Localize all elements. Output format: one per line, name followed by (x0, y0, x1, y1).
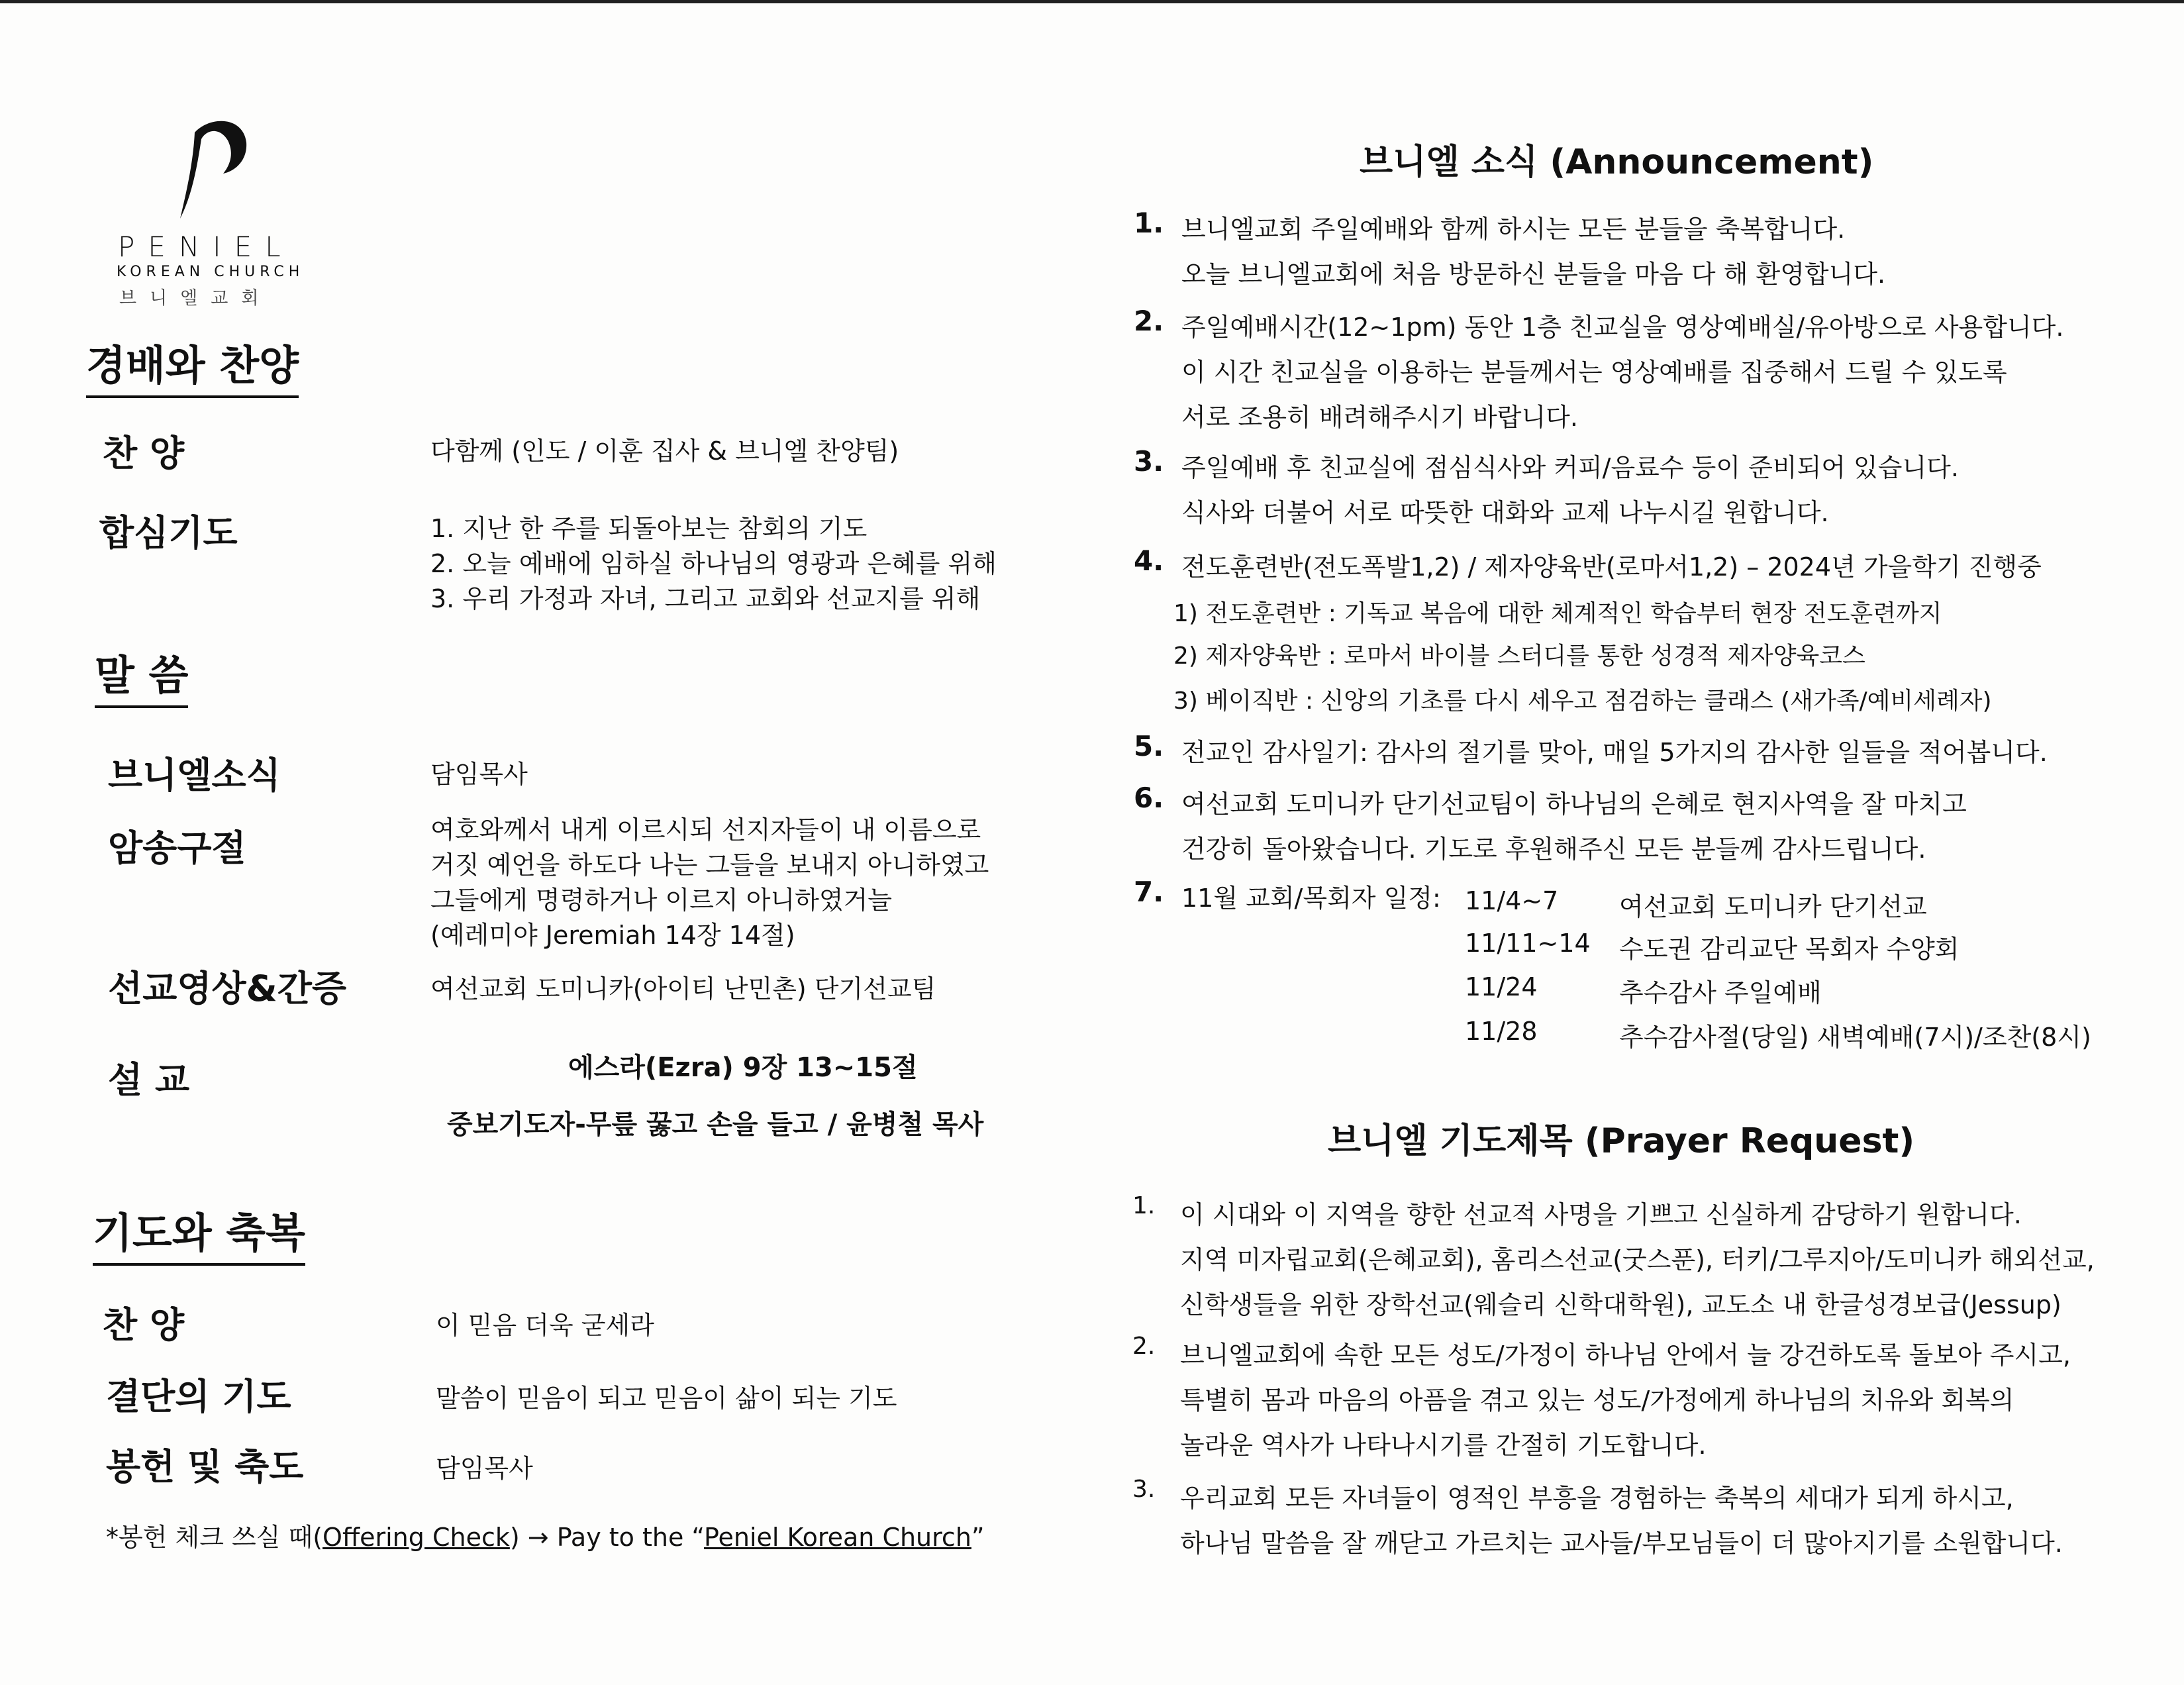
schedule-event: 추수감사절(당일) 새벽예배(7시)/조찬(8시) (1619, 1023, 2091, 1052)
schedule-event: 수도권 감리교단 목회자 수양회 (1619, 935, 1960, 964)
logo-subtitle: KOREAN CHURCH (117, 264, 305, 280)
label-sermon: 설 교 (108, 1059, 190, 1101)
value-praise: 다함께 (인도 / 이훈 집사 & 브니엘 찬양팀) (430, 436, 899, 466)
memory-verse-line: 여호와께서 내게 이르시되 선지자들이 내 이름으로 (430, 815, 981, 844)
united-prayer-line: 3. 우리 가정과 자녀, 그리고 교회와 선교지를 위해 (430, 584, 981, 613)
logo-name: PENIEL (118, 230, 294, 263)
memory-verse-line: 그들에게 명령하거나 이르지 아니하였거늘 (430, 886, 892, 915)
schedule-date: 11/4~7 (1465, 886, 1559, 915)
schedule-event: 여선교회 도미니카 단기선교 (1619, 892, 1927, 921)
schedule-event: 추수감사 주일예배 (1619, 978, 1822, 1007)
offering-check-note: *봉헌 체크 쓰실 때(Offering Check) → Pay to the “Peniel Korean Church” (106, 1523, 985, 1552)
value-news: 담임목사 (430, 760, 528, 789)
memory-verse-line: 거짓 예언을 하도다 나는 그들을 보내지 아니하였고 (430, 850, 989, 880)
label-memory-verse: 암송구절 (108, 827, 246, 869)
peniel-logo-icon (154, 113, 253, 225)
sermon-scripture: 에스라(Ezra) 9장 13~15절 (568, 1052, 918, 1083)
sermon-title: 중보기도자-무릎 꿇고 손을 들고 / 윤병철 목사 (447, 1109, 984, 1140)
value-offering-benediction: 담임목사 (436, 1454, 533, 1483)
united-prayer-line: 2. 오늘 예배에 임하실 하나님의 영광과 은혜를 위해 (430, 549, 997, 578)
schedule-date: 11/28 (1465, 1017, 1538, 1046)
announcement-title: 브니엘 소식 (Announcement) (1360, 142, 1874, 182)
training-class-line: 3) 베이직반 : 신앙의 기초를 다시 세우고 점검하는 클래스 (새가족/예비세례자) (1173, 688, 1992, 715)
schedule-date: 11/24 (1465, 972, 1538, 1001)
prayer-request-title: 브니엘 기도제목 (Prayer Request) (1328, 1121, 1915, 1161)
top-border (0, 0, 2184, 3)
section-title-worship: 경배와 찬양 (86, 332, 299, 398)
schedule-date: 11/11~14 (1465, 929, 1591, 958)
memory-verse-reference: (예레미야 Jeremiah 14장 14절) (430, 921, 795, 950)
logo-korean: 브니엘교회 (119, 288, 272, 309)
training-class-line: 2) 제자양육반 : 로마서 바이블 스터디를 통한 성경적 제자양육코스 (1173, 642, 1865, 670)
label-praise: 찬 양 (103, 433, 185, 474)
label-mission-video: 선교영상&간증 (108, 968, 347, 1009)
label-news: 브니엘소식 (108, 754, 281, 796)
label-offering-benediction: 봉헌 및 축도 (106, 1446, 304, 1488)
section-title-word: 말 씀 (95, 642, 188, 708)
united-prayer-line: 1. 지난 한 주를 되돌아보는 참회의 기도 (430, 514, 868, 543)
label-united-prayer: 합심기도 (99, 512, 238, 554)
value-mission-video: 여선교회 도미니카(아이티 난민촌) 단기선교팀 (430, 974, 936, 1003)
section-title-prayer: 기도와 축복 (93, 1200, 305, 1266)
value-decision-prayer: 말씀이 믿음이 되고 믿음이 삶이 되는 기도 (436, 1384, 897, 1413)
training-class-line: 1) 전도훈련반 : 기독교 복음에 대한 체계적인 학습부터 현장 전도훈련까지 (1173, 600, 1942, 627)
value-closing-praise: 이 믿음 더욱 굳세라 (436, 1311, 654, 1340)
label-decision-prayer: 결단의 기도 (106, 1376, 291, 1417)
label-closing-praise: 찬 양 (103, 1304, 185, 1346)
